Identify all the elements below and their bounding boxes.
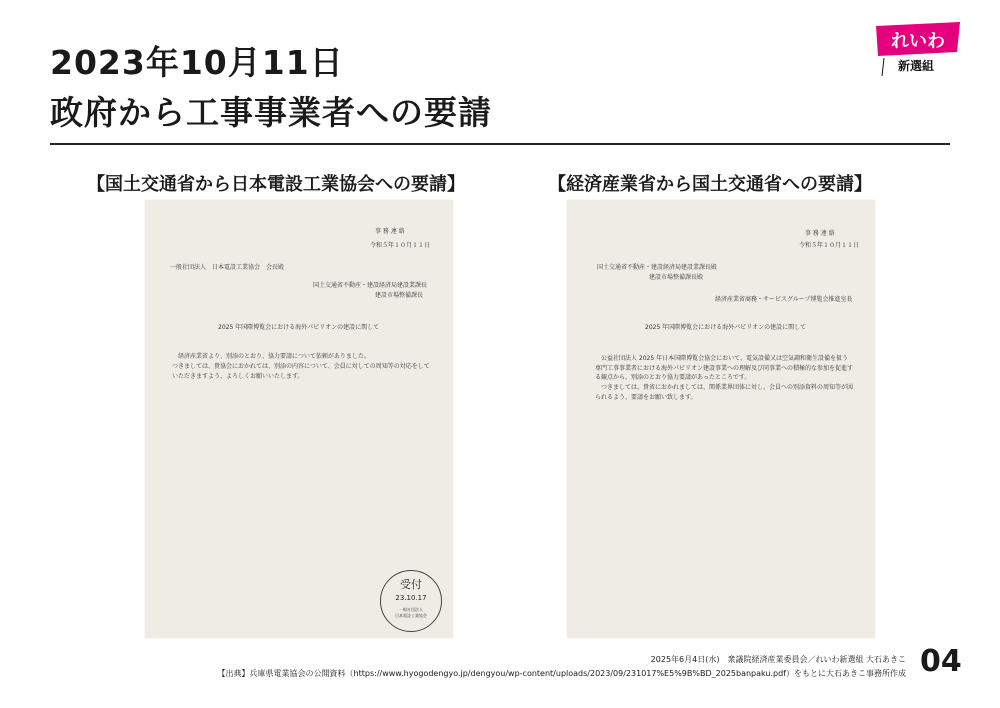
stamp-date: 23.10.17 [395, 594, 427, 602]
doc-sender: 国土交通省不動産・建設経済局建設業課長 [313, 282, 428, 289]
stamp-org-sub: 日本電設工業協会 [395, 613, 427, 618]
title-divider [50, 143, 950, 145]
slide-title [50, 38, 492, 138]
doc-sender: 経済産業省商務・サービスグループ博覧会推進室長 [715, 296, 853, 303]
title-subject: 政府から工事事業者への要請 [50, 93, 492, 132]
doc-header: 事 務 連 絡 [805, 230, 835, 237]
logo-text-main: れいわ [891, 31, 945, 52]
logo-text-sub: 新選組 [897, 59, 935, 73]
left-document [145, 200, 453, 638]
right-doc-heading: 【経済産業省から国土交通省への要請】 [548, 174, 872, 195]
doc-recipient-sub: 建設市場整備課長殿 [649, 274, 704, 281]
title-date: 2023年10月11日 [50, 43, 344, 82]
doc-header: 事 務 連 絡 [375, 228, 405, 235]
doc-subject: 2025 年国際博覧会における海外パビリオンの建設に関して [645, 324, 807, 331]
page-number: 04 [920, 644, 962, 679]
doc-date: 令和５年１０月１１日 [370, 242, 431, 249]
left-doc-heading: 【国土交通省から日本電設工業協会への要請】 [87, 174, 465, 195]
doc-paragraph-2: つきましては、貴協会におかれては、別添の内容について、会員に対しての周知等の対応をしていただきますよう、よろしくお願いいたします。 [172, 363, 430, 380]
right-document [567, 200, 875, 638]
stamp-label: 受付 [400, 578, 422, 591]
doc-paragraph-1: 経済産業省より、別添のとおり、協力要請について依頼がありました。 [178, 353, 370, 360]
doc-recipient: 一般社団法人 日本電設工業協会 会長殿 [170, 264, 285, 271]
doc-recipient: 国土交通省不動産・建設経済局建設業課長殿 [597, 264, 718, 271]
doc-date: 令和５年１０月１１日 [799, 242, 860, 249]
footer-date: 2025年6月4日(水) 衆議院経済産業委員会／れいわ新選組 大石あきこ [650, 655, 906, 664]
reiwa-logo [872, 22, 962, 77]
doc-paragraph-1: 公益社団法人 2025 年日本国際博覧会協会において、電気設備又は空気調和衛生設備を扱う専門工事事業者における海外パビリオン建設事業への理解及び同事業への積極的な参加を促進する観点から、別添のとおり協力要請があったところです。 [595, 355, 853, 381]
received-stamp [380, 570, 442, 632]
footer-source: 【出典】兵庫県電業協会の公開資料（https://www.hyogodengyo.jp/dengyou/wp-content/uploads/2023/09/231017%E5%9B%BD_2025banpaku.pdf）をもとに大石あきこ事務所作成 [217, 669, 906, 678]
doc-paragraph-2: つきましては、貴省におかれましては、関係業界団体に対し、会員への別添資料の周知等が図られるよう、要請をお願い致します。 [595, 384, 854, 401]
doc-sender-sub: 建設市場整備課長 [375, 292, 424, 299]
doc-subject: 2025 年国際博覧会における海外パビリオンの建設に関して [218, 324, 380, 331]
stamp-org: 一般社団法人 [399, 607, 423, 612]
